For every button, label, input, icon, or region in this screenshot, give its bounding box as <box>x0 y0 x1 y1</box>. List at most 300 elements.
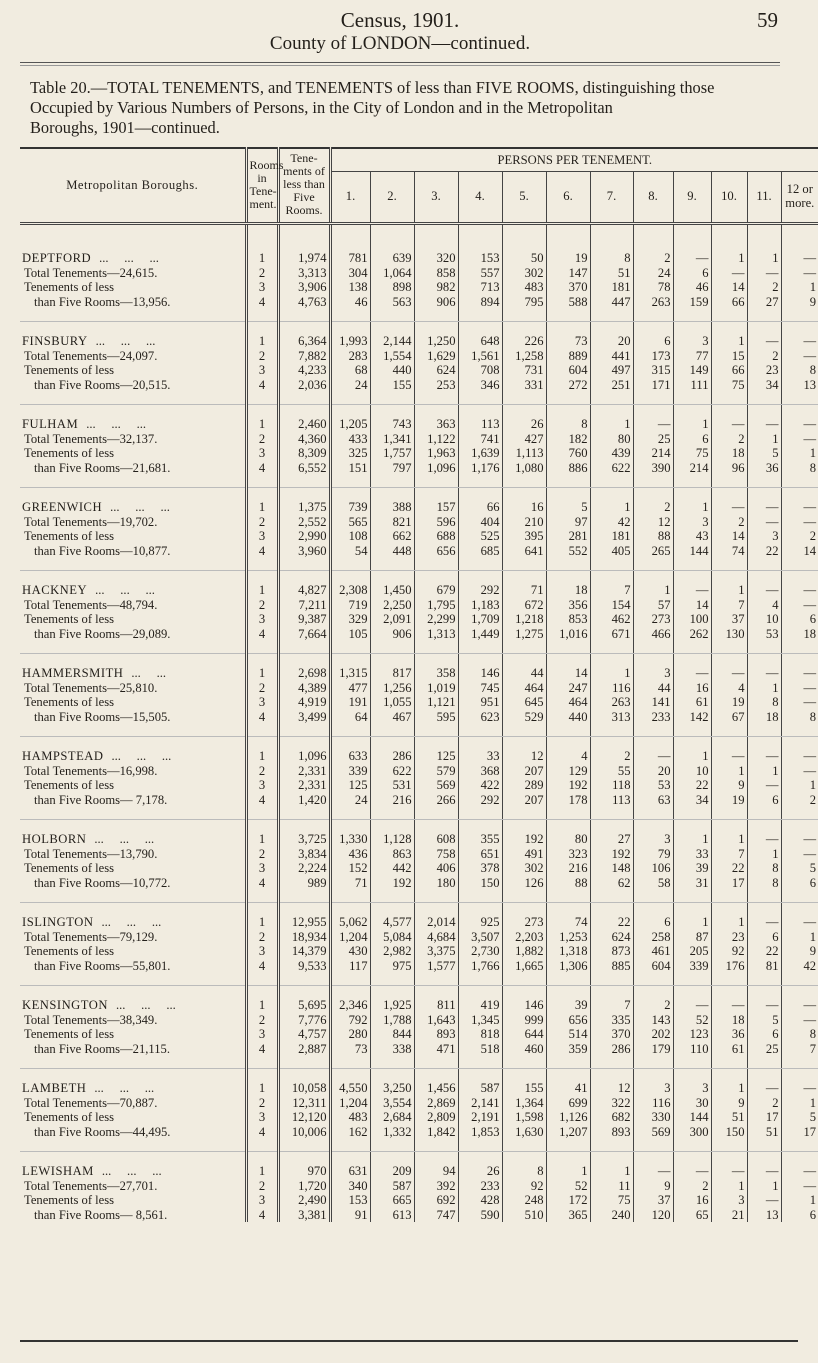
tenements-cell: 2,698 <box>278 666 330 681</box>
persons-cell: 3 <box>633 832 673 847</box>
persons-cell: 699 <box>546 1096 590 1111</box>
persons-cell: — <box>747 583 781 598</box>
persons-cell: 192 <box>370 876 414 891</box>
persons-cell: 395 <box>502 529 546 544</box>
tenements-less-label: than Five Rooms—44,495. <box>34 1124 171 1139</box>
block-separator <box>20 1056 818 1069</box>
persons-cell: 111 <box>673 378 711 393</box>
persons-cell: 149 <box>673 363 711 378</box>
persons-cell: 207 <box>502 793 546 808</box>
persons-cell: 1,121 <box>414 695 458 710</box>
persons-cell: — <box>747 666 781 681</box>
persons-cell: 1,788 <box>370 1013 414 1028</box>
rooms-cell: 3 <box>246 861 278 876</box>
persons-cell: — <box>781 1081 818 1096</box>
tenements-less-label: than Five Rooms—20,515. <box>34 377 171 392</box>
persons-cell: 2,346 <box>330 998 370 1013</box>
persons-cell: 81 <box>747 959 781 974</box>
persons-cell: 17 <box>781 1125 818 1140</box>
persons-cell: 51 <box>711 1110 747 1125</box>
persons-cell: 356 <box>546 598 590 613</box>
persons-cell: 58 <box>633 876 673 891</box>
persons-cell: 67 <box>711 710 747 725</box>
persons-cell: 19 <box>546 251 590 266</box>
persons-cell: 665 <box>370 1193 414 1208</box>
table-row <box>20 666 818 681</box>
persons-cell: 143 <box>633 1013 673 1028</box>
persons-cell: 192 <box>590 847 633 862</box>
persons-cell: 2 <box>781 793 818 808</box>
persons-cell: 569 <box>414 778 458 793</box>
persons-cell: 1,126 <box>546 1110 590 1125</box>
persons-cell: — <box>747 998 781 1013</box>
total-tenements-label: Total Tenements—70,887. <box>24 1095 158 1110</box>
persons-cell: 3 <box>633 1081 673 1096</box>
table-row <box>20 583 818 598</box>
persons-cell: 300 <box>673 1125 711 1140</box>
tenements-cell: 9,387 <box>278 612 330 627</box>
table-row <box>20 598 818 613</box>
leader-dots: ... ... ... <box>99 251 159 265</box>
persons-cell: 3,375 <box>414 944 458 959</box>
rooms-cell: 3 <box>246 280 278 295</box>
rooms-cell: 1 <box>246 417 278 432</box>
persons-cell: 1 <box>781 446 818 461</box>
persons-cell: 325 <box>330 446 370 461</box>
persons-cell: 758 <box>414 847 458 862</box>
persons-cell: 2 <box>747 280 781 295</box>
tenements-cell: 4,389 <box>278 681 330 696</box>
table-row <box>20 944 818 959</box>
persons-cell: 390 <box>633 461 673 476</box>
block-separator <box>20 724 818 737</box>
persons-cell: 153 <box>330 1193 370 1208</box>
rooms-cell: 1 <box>246 500 278 515</box>
persons-cell: 313 <box>590 710 633 725</box>
persons-cell: 247 <box>546 681 590 696</box>
persons-cell: 1 <box>673 500 711 515</box>
block-spacer <box>20 654 818 667</box>
persons-cell: 1 <box>711 1179 747 1194</box>
persons-cell: — <box>781 583 818 598</box>
persons-cell: 2,250 <box>370 598 414 613</box>
tenements-cell: 3,906 <box>278 280 330 295</box>
persons-cell: 713 <box>458 280 502 295</box>
persons-cell: 747 <box>414 1208 458 1223</box>
persons-cell: 80 <box>590 432 633 447</box>
block-spacer <box>20 488 818 501</box>
persons-cell: 18 <box>781 627 818 642</box>
persons-cell: 9 <box>711 1096 747 1111</box>
persons-cell: 8 <box>781 710 818 725</box>
persons-cell: — <box>781 1164 818 1179</box>
persons-cell: 7 <box>781 1042 818 1057</box>
persons-cell: 6 <box>747 930 781 945</box>
persons-cell: 886 <box>546 461 590 476</box>
rooms-cell: 3 <box>246 529 278 544</box>
persons-cell: — <box>673 1164 711 1179</box>
persons-cell: 248 <box>502 1193 546 1208</box>
table-title-line-1: Table 20.—TOTAL TENEMENTS, and TENEMENTS of less than FIVE ROOMS, distinguishing those <box>30 78 715 97</box>
persons-cell: 1,315 <box>330 666 370 681</box>
persons-cell: 151 <box>330 461 370 476</box>
persons-cell: 205 <box>673 944 711 959</box>
persons-cell: 31 <box>673 876 711 891</box>
persons-cell: 214 <box>673 461 711 476</box>
persons-cell: 22 <box>711 861 747 876</box>
persons-cell: 10 <box>673 764 711 779</box>
persons-cell: 61 <box>673 695 711 710</box>
persons-cell: 2 <box>673 1179 711 1194</box>
persons-cell: 4,577 <box>370 915 414 930</box>
persons-cell: 975 <box>370 959 414 974</box>
persons-cell: 1 <box>546 1164 590 1179</box>
persons-cell: 6 <box>673 432 711 447</box>
persons-cell: 78 <box>633 280 673 295</box>
rooms-cell: 3 <box>246 1027 278 1042</box>
header-persons-col: 7. <box>590 172 633 221</box>
persons-cell: 491 <box>502 847 546 862</box>
persons-cell: 23 <box>711 930 747 945</box>
borough-name-cell <box>20 998 246 1013</box>
persons-cell: 8 <box>590 251 633 266</box>
rooms-cell: 1 <box>246 832 278 847</box>
borough-name-cell <box>20 832 246 847</box>
persons-cell: 5 <box>781 861 818 876</box>
persons-cell: 178 <box>546 793 590 808</box>
persons-cell: 24 <box>330 378 370 393</box>
rooms-cell: 4 <box>246 627 278 642</box>
persons-cell: 339 <box>330 764 370 779</box>
table-row <box>20 847 818 862</box>
persons-cell: — <box>747 832 781 847</box>
persons-cell: 1 <box>781 280 818 295</box>
persons-cell: 11 <box>590 1179 633 1194</box>
persons-cell: 33 <box>673 847 711 862</box>
persons-cell: 7 <box>711 847 747 862</box>
persons-cell: 22 <box>747 944 781 959</box>
persons-cell: 648 <box>458 334 502 349</box>
persons-cell: 388 <box>370 500 414 515</box>
persons-cell: 1,709 <box>458 612 502 627</box>
persons-cell: 608 <box>414 832 458 847</box>
persons-cell: 25 <box>633 432 673 447</box>
persons-cell: 893 <box>590 1125 633 1140</box>
persons-cell: 1,639 <box>458 446 502 461</box>
persons-cell: 662 <box>370 529 414 544</box>
persons-cell: 2,141 <box>458 1096 502 1111</box>
block-separator <box>20 807 818 820</box>
borough-name: LAMBETH <box>22 1081 87 1095</box>
persons-cell: 18 <box>546 583 590 598</box>
persons-cell: 64 <box>330 710 370 725</box>
block-spacer <box>20 224 818 252</box>
persons-cell: 587 <box>370 1179 414 1194</box>
tenements-cell: 12,955 <box>278 915 330 930</box>
persons-cell: 760 <box>546 446 590 461</box>
total-tenements-label: Total Tenements—32,137. <box>24 431 158 446</box>
persons-cell: — <box>711 417 747 432</box>
persons-cell: 39 <box>546 998 590 1013</box>
persons-cell: 1 <box>590 1164 633 1179</box>
persons-cell: 1,313 <box>414 627 458 642</box>
persons-cell: 433 <box>330 432 370 447</box>
persons-cell: 12 <box>502 749 546 764</box>
persons-cell: 263 <box>633 295 673 310</box>
persons-cell: 71 <box>330 876 370 891</box>
persons-cell: 1,842 <box>414 1125 458 1140</box>
tenements-cell: 3,834 <box>278 847 330 862</box>
total-tenements-label: Total Tenements—24,097. <box>24 348 158 363</box>
tenements-less-label: than Five Rooms—15,505. <box>34 709 171 724</box>
persons-cell: 844 <box>370 1027 414 1042</box>
tenements-less-label: Tenements of less <box>24 612 115 626</box>
table-row <box>20 832 818 847</box>
persons-cell: 181 <box>590 529 633 544</box>
persons-cell: 46 <box>330 295 370 310</box>
table-body <box>20 224 818 1223</box>
persons-cell: 10 <box>747 612 781 627</box>
persons-cell: 471 <box>414 1042 458 1057</box>
persons-cell: — <box>747 417 781 432</box>
persons-cell: 442 <box>370 861 414 876</box>
table-row <box>20 915 818 930</box>
table-row <box>20 612 818 627</box>
persons-cell: 21 <box>711 1208 747 1223</box>
persons-cell: 226 <box>502 334 546 349</box>
persons-cell: 147 <box>546 266 590 281</box>
block-spacer <box>20 571 818 584</box>
persons-cell: 2,299 <box>414 612 458 627</box>
persons-cell: 688 <box>414 529 458 544</box>
table-row <box>20 1125 818 1140</box>
leader-dots: ... ... ... <box>94 1081 155 1095</box>
persons-cell: 1 <box>781 930 818 945</box>
persons-cell: 329 <box>330 612 370 627</box>
persons-cell: 5 <box>546 500 590 515</box>
running-head-title: Census, 1901. <box>340 8 460 32</box>
persons-cell: 233 <box>633 710 673 725</box>
persons-cell: 889 <box>546 349 590 364</box>
table-title <box>30 78 782 138</box>
total-tenements-label: Total Tenements—13,790. <box>24 846 158 861</box>
tenements-less-label: Tenements of less <box>24 1027 115 1041</box>
table-row <box>20 515 818 530</box>
persons-cell: 125 <box>414 749 458 764</box>
rooms-cell: 1 <box>246 1081 278 1096</box>
persons-cell: 565 <box>330 515 370 530</box>
tenements-cell: 1,720 <box>278 1179 330 1194</box>
persons-cell: 26 <box>458 1164 502 1179</box>
persons-cell: 15 <box>711 349 747 364</box>
persons-cell: 6 <box>633 915 673 930</box>
persons-cell: — <box>747 334 781 349</box>
block-spacer <box>20 903 818 916</box>
tenements-cell: 3,313 <box>278 266 330 281</box>
rooms-cell: 1 <box>246 1164 278 1179</box>
persons-cell: 335 <box>590 1013 633 1028</box>
persons-cell: 25 <box>747 1042 781 1057</box>
persons-cell: — <box>781 847 818 862</box>
persons-cell: 22 <box>590 915 633 930</box>
persons-cell: — <box>673 251 711 266</box>
page-number: 59 <box>757 8 778 32</box>
tenements-cell: 970 <box>278 1164 330 1179</box>
persons-cell: 2 <box>711 515 747 530</box>
persons-cell: 322 <box>590 1096 633 1111</box>
persons-cell: 595 <box>414 710 458 725</box>
tenements-cell: 1,974 <box>278 251 330 266</box>
table-row <box>20 695 818 710</box>
persons-cell: 37 <box>711 612 747 627</box>
header-persons-col: 12 or more. <box>781 172 818 221</box>
tenements-cell: 1,420 <box>278 793 330 808</box>
persons-cell: 368 <box>458 764 502 779</box>
persons-cell: 19 <box>711 695 747 710</box>
persons-cell: 304 <box>330 266 370 281</box>
persons-cell: — <box>633 1164 673 1179</box>
persons-cell: 2,091 <box>370 612 414 627</box>
tenements-cell: 9,533 <box>278 959 330 974</box>
tenements-cell: 2,036 <box>278 378 330 393</box>
rooms-cell: 2 <box>246 432 278 447</box>
persons-cell: 464 <box>502 681 546 696</box>
borough-name: HACKNEY <box>22 583 88 597</box>
persons-cell: 233 <box>458 1179 502 1194</box>
persons-cell: 172 <box>546 1193 590 1208</box>
persons-cell: 292 <box>458 793 502 808</box>
header-borough: Metropolitan Boroughs. <box>66 177 199 192</box>
persons-cell: 2 <box>590 749 633 764</box>
rooms-cell: 3 <box>246 1193 278 1208</box>
persons-cell: 428 <box>458 1193 502 1208</box>
persons-cell: 130 <box>711 627 747 642</box>
persons-cell: 120 <box>633 1208 673 1223</box>
tenements-cell: 7,664 <box>278 627 330 642</box>
persons-cell: 3 <box>673 515 711 530</box>
persons-cell: 419 <box>458 998 502 1013</box>
persons-cell: — <box>781 1013 818 1028</box>
persons-cell: 514 <box>546 1027 590 1042</box>
borough-name-cell <box>20 334 246 349</box>
persons-cell: 1 <box>673 915 711 930</box>
persons-cell: 22 <box>673 778 711 793</box>
persons-cell: 207 <box>502 764 546 779</box>
persons-cell: 263 <box>590 695 633 710</box>
persons-cell: 6 <box>781 876 818 891</box>
persons-cell: 1 <box>747 847 781 862</box>
persons-cell: 1,630 <box>502 1125 546 1140</box>
header-rooms: Rooms in Tene- ment. <box>246 148 278 220</box>
persons-cell: 13 <box>781 378 818 393</box>
persons-cell: 4 <box>711 681 747 696</box>
rooms-cell: 1 <box>246 334 278 349</box>
persons-cell: — <box>781 666 818 681</box>
persons-cell: 6 <box>781 1208 818 1223</box>
persons-cell: 1,629 <box>414 349 458 364</box>
persons-cell: 272 <box>546 378 590 393</box>
persons-cell: 3 <box>747 529 781 544</box>
persons-cell: 1,306 <box>546 959 590 974</box>
rooms-cell: 2 <box>246 1096 278 1111</box>
persons-cell: 265 <box>633 544 673 559</box>
persons-cell: 42 <box>781 959 818 974</box>
borough-name: DEPTFORD <box>22 251 92 265</box>
rooms-cell: 2 <box>246 847 278 862</box>
rooms-cell: 4 <box>246 544 278 559</box>
table-row <box>20 378 818 393</box>
persons-cell: 80 <box>546 832 590 847</box>
persons-cell: 1,253 <box>546 930 590 945</box>
tenements-cell: 7,776 <box>278 1013 330 1028</box>
persons-cell: 141 <box>633 695 673 710</box>
persons-cell: 292 <box>458 583 502 598</box>
persons-cell: 129 <box>546 764 590 779</box>
persons-cell: 378 <box>458 861 502 876</box>
tenements-less-label: than Five Rooms—13,956. <box>34 294 171 309</box>
persons-cell: 18 <box>747 710 781 725</box>
persons-cell: 1,207 <box>546 1125 590 1140</box>
persons-cell: 363 <box>414 417 458 432</box>
persons-cell: 75 <box>711 378 747 393</box>
table-row <box>20 334 818 349</box>
persons-cell: 1 <box>590 500 633 515</box>
persons-cell: 1 <box>711 334 747 349</box>
tenements-less-label: than Five Rooms—21,681. <box>34 460 171 475</box>
tenements-less-label: than Five Rooms— 8,561. <box>34 1207 168 1222</box>
persons-cell: 873 <box>590 944 633 959</box>
header-rule-thin <box>20 65 780 66</box>
table-row <box>20 461 818 476</box>
persons-cell: 14 <box>673 598 711 613</box>
total-tenements-label: Total Tenements—48,794. <box>24 597 158 612</box>
persons-cell: 579 <box>414 764 458 779</box>
persons-cell: 525 <box>458 529 502 544</box>
persons-cell: 821 <box>370 515 414 530</box>
persons-cell: 6 <box>747 1027 781 1042</box>
block-separator <box>20 558 818 571</box>
rooms-cell: 4 <box>246 378 278 393</box>
persons-cell: 672 <box>502 598 546 613</box>
persons-cell: 406 <box>414 861 458 876</box>
persons-cell: 2,809 <box>414 1110 458 1125</box>
rooms-cell: 3 <box>246 778 278 793</box>
table-row <box>20 1042 818 1057</box>
persons-cell: 441 <box>590 349 633 364</box>
persons-cell: 1,204 <box>330 1096 370 1111</box>
table-row <box>20 295 818 310</box>
header-persons-col: 9. <box>673 172 711 221</box>
header-tenements: Tene- ments of less than Five Rooms. <box>278 148 330 220</box>
rooms-cell: 4 <box>246 1042 278 1057</box>
persons-cell: 624 <box>414 363 458 378</box>
rooms-cell: 2 <box>246 598 278 613</box>
persons-cell: 5 <box>781 1110 818 1125</box>
tenements-less-label: Tenements of less <box>24 1193 115 1207</box>
persons-cell: 340 <box>330 1179 370 1194</box>
persons-cell: 266 <box>414 793 458 808</box>
persons-cell: 51 <box>747 1125 781 1140</box>
persons-cell: 154 <box>590 598 633 613</box>
borough-name: HAMMERSMITH <box>22 666 124 680</box>
persons-cell: 2,982 <box>370 944 414 959</box>
table-row <box>20 681 818 696</box>
table-row <box>20 876 818 891</box>
persons-cell: 739 <box>330 500 370 515</box>
persons-cell: 1,064 <box>370 266 414 281</box>
persons-cell: — <box>747 266 781 281</box>
persons-cell: 1,318 <box>546 944 590 959</box>
